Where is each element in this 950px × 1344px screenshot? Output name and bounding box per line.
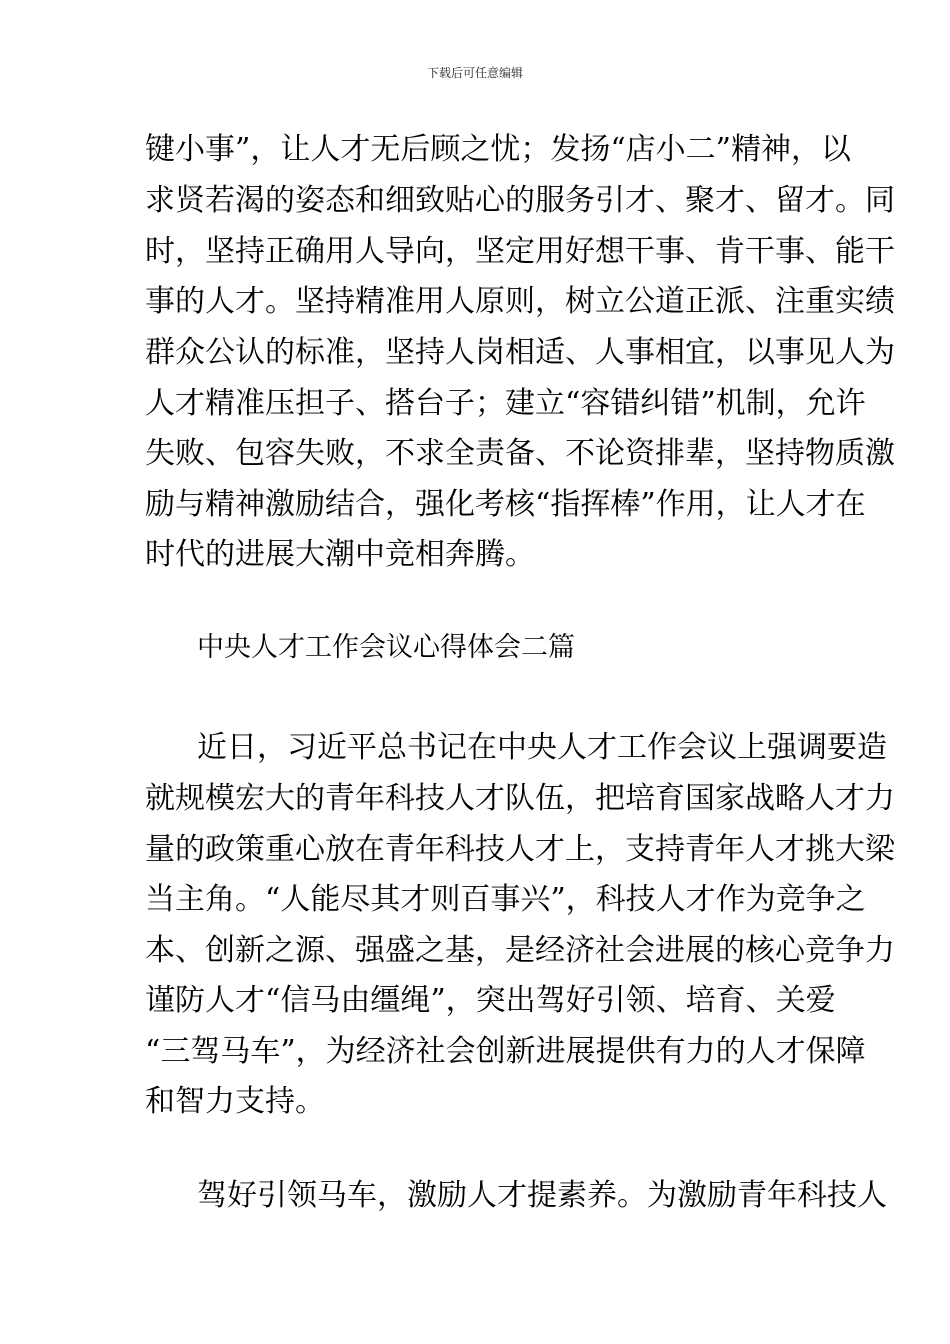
paragraph-1-line-3: 时，坚持正确用人导向，坚定用好想干事、肯干事、能干 bbox=[145, 234, 895, 269]
paragraph-1-line-8: 励与精神激励结合，强化考核“指挥棒”作用，让人才在 bbox=[145, 487, 866, 522]
paragraph-1-line-5: 群众公认的标准，坚持人岗相适、人事相宜，以事见人为 bbox=[145, 335, 895, 370]
paragraph-2-line-5: 本、创新之源、强盛之基，是经济社会进展的核心竞争力 bbox=[145, 933, 895, 968]
paragraph-2-line-8: 和智力支持。 bbox=[145, 1084, 325, 1119]
paragraph-1-line-1: 键小事”，让人才无后顾之忧；发扬“店小二”精神，以 bbox=[145, 132, 852, 167]
paragraph-1-line-7: 失败、包容失败，不求全责备、不论资排辈，坚持物质激 bbox=[145, 436, 895, 471]
paragraph-3-line-1: 驾好引领马车，激励人才提素养。为激励青年科技人 bbox=[197, 1178, 887, 1213]
section-title: 中央人才工作会议心得体会二篇 bbox=[197, 632, 575, 663]
page-header-note: 下载后可任意编辑 bbox=[426, 66, 523, 80]
paragraph-1-line-2: 求贤若渴的姿态和细致贴心的服务引才、聚才、留才。同 bbox=[145, 183, 895, 218]
paragraph-2-line-7: “三驾马车”，为经济社会创新进展提供有力的人才保障 bbox=[145, 1034, 866, 1069]
paragraph-1-line-9: 时代的进展大潮中竞相奔腾。 bbox=[145, 537, 535, 572]
paragraph-2-line-6: 谨防人才“信马由缰绳”，突出驾好引领、培育、关爱 bbox=[145, 983, 836, 1018]
paragraph-2-line-3: 量的政策重心放在青年科技人才上，支持青年人才挑大梁 bbox=[145, 832, 895, 867]
paragraph-1-line-4: 事的人才。坚持精准用人原则，树立公道正派、注重实绩 bbox=[145, 284, 895, 319]
paragraph-2-line-2: 就规模宏大的青年科技人才队伍，把培育国家战略人才力 bbox=[145, 781, 895, 816]
paragraph-2-line-4: 当主角。“人能尽其才则百事兴”，科技人才作为竞争之 bbox=[145, 882, 866, 917]
paragraph-1-line-6: 人才精准压担子、搭台子；建立“容错纠错”机制，允许 bbox=[145, 386, 866, 421]
paragraph-2-line-1: 近日，习近平总书记在中央人才工作会议上强调要造 bbox=[197, 730, 887, 765]
